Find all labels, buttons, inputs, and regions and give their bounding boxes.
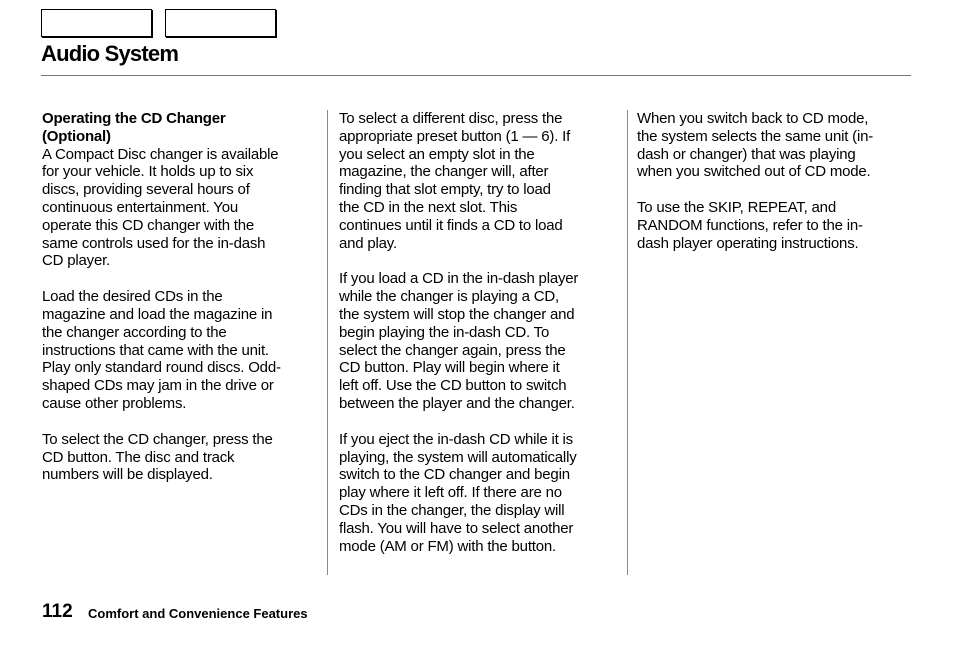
paragraph: A Compact Disc changer is available for your vehicle. It holds up to six discs, providing several hours of continuous entertainment. You operate this CD changer with the same controls used for the in-dash CD player. bbox=[42, 145, 279, 270]
page-number: 112 bbox=[42, 601, 73, 622]
paragraph: When you switch back to CD mode, the system selects the same unit (in- dash or changer) that was playing when you switched out of CD mode. bbox=[637, 110, 874, 181]
title-rule bbox=[41, 75, 911, 76]
footer-section-title: Comfort and Convenience Features bbox=[88, 606, 308, 621]
nav-button-previous[interactable] bbox=[41, 9, 152, 37]
section-heading: Operating the CD Changer (Optional) bbox=[42, 110, 226, 145]
paragraph: If you eject the in-dash CD while it is playing, the system will automatically switch to the CD changer and begin play where it left off. If there are no CDs in the changer, the display will flash. You will have to select another mode (AM or FM) with the button. bbox=[339, 430, 577, 555]
text-column-1 bbox=[42, 110, 317, 502]
paragraph: Load the desired CDs in the magazine and load the magazine in the changer according to the instructions that came with the unit. Play only standard round discs. Odd- shaped CDs may jam in the drive or cause other problems. bbox=[42, 288, 281, 412]
column-divider bbox=[627, 110, 628, 575]
column-divider bbox=[327, 110, 328, 575]
paragraph: To use the SKIP, REPEAT, and RANDOM functions, refer to the in- dash player operating instructions. bbox=[637, 199, 863, 252]
page-title: Audio System bbox=[41, 41, 179, 66]
paragraph: To select the CD changer, press the CD button. The disc and track numbers will be displayed. bbox=[42, 430, 273, 484]
paragraph: If you load a CD in the in-dash player while the changer is playing a CD, the system will stop the changer and begin playing the in-dash CD. To select the changer again, press the CD button. Play will begin where it left off. Use the CD button to switch between the player and the changer. bbox=[339, 270, 579, 412]
text-column-2 bbox=[339, 110, 619, 573]
nav-button-next[interactable] bbox=[165, 9, 276, 37]
paragraph: To select a different disc, press the appropriate preset button (1 — 6). If you select an empty slot in the magazine, the changer will, after finding that slot empty, try to load the CD in the next slot. This continues until it finds a CD to load and play. bbox=[339, 110, 571, 252]
text-column-3 bbox=[637, 110, 912, 271]
